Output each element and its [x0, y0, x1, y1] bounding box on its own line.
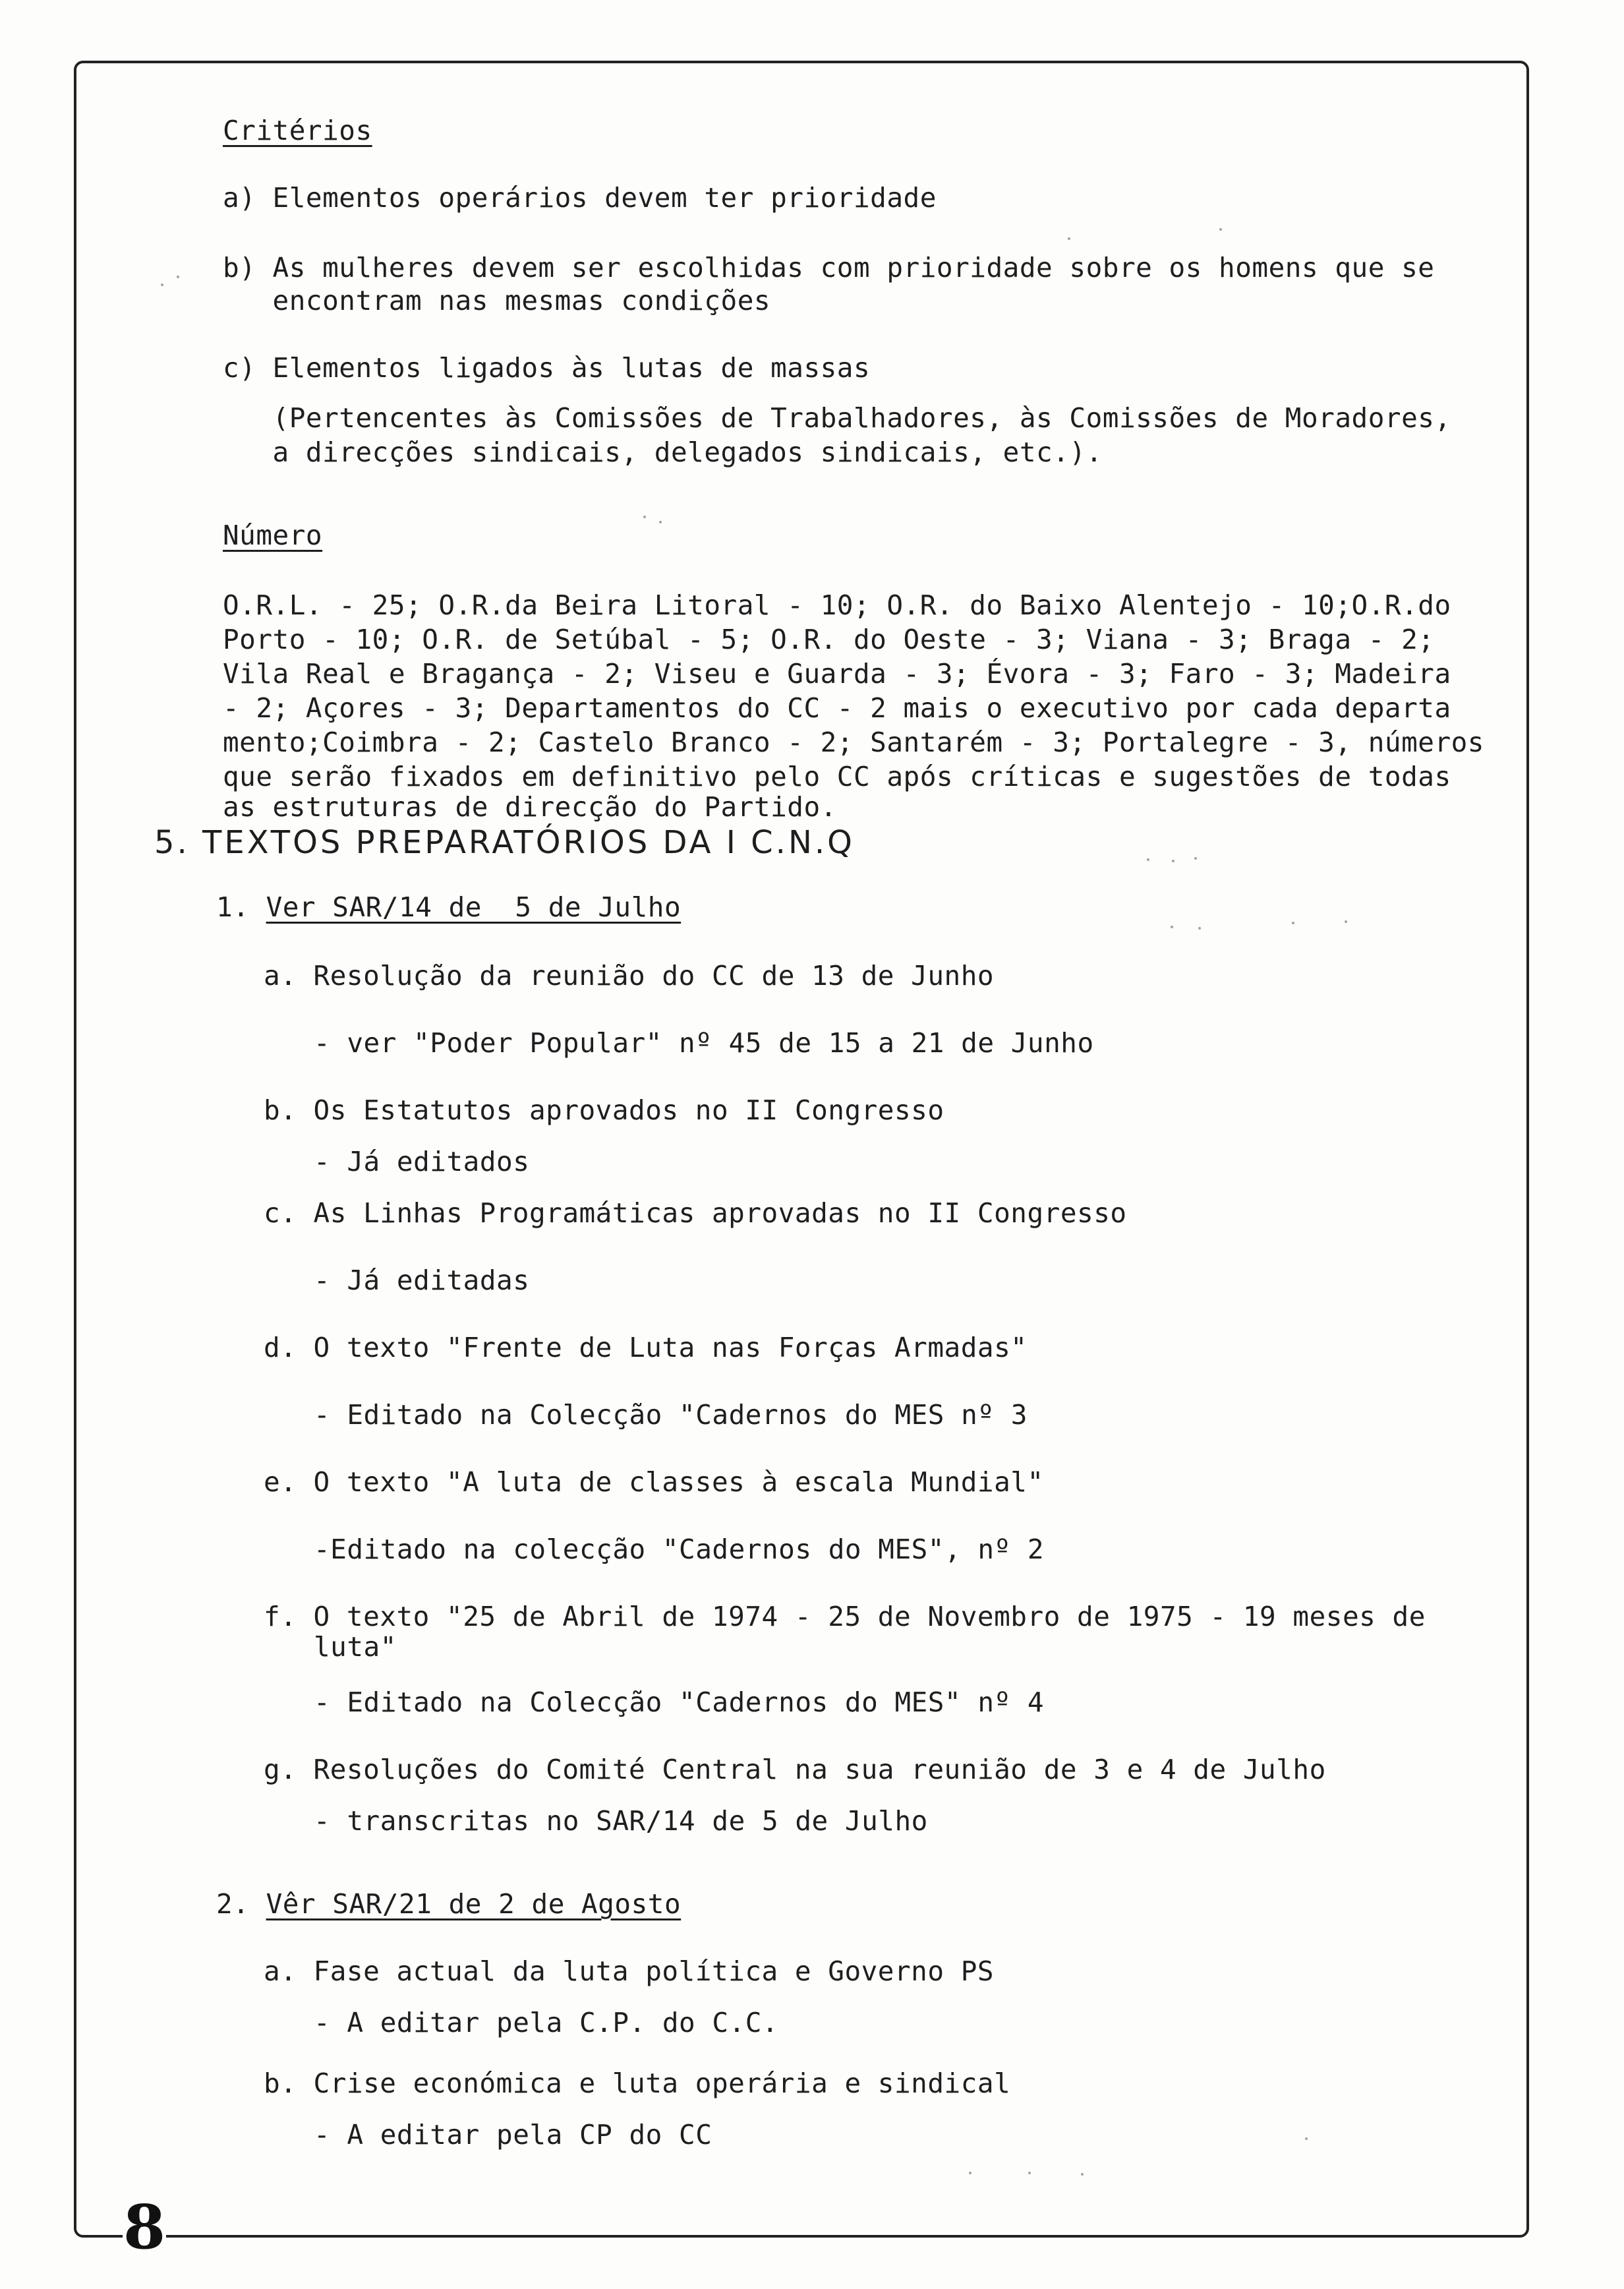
section-5-heading: 5. TEXTOS PREPARATÓRIOS DA I C.N.Q: [154, 824, 855, 861]
part-1-item-c-sub: - Já editadas: [314, 1264, 530, 1296]
numero-line-3: Vila Real e Bragança - 2; Viseu e Guarda - 3; Évora - 3; Faro - 3; Madeira: [223, 658, 1451, 690]
page-number: 8: [123, 2191, 165, 2263]
numero-line-6: que serão fixados em definitivo pelo CC após críticas e sugestões de todas: [223, 761, 1451, 792]
criterios-item-b-line1: b) As mulheres devem ser escolhidas com prioridade sobre os homens que se: [223, 252, 1435, 283]
criterios-note-line1: (Pertencentes às Comissões de Trabalhadores, às Comissões de Moradores,: [223, 402, 1451, 434]
numero-line-1: O.R.L. - 25; O.R.da Beira Litoral - 10; O.R. do Baixo Alentejo - 10;O.R.do: [223, 589, 1451, 621]
part-2-number: 2.: [216, 1888, 266, 1920]
numero-title: Número: [223, 520, 323, 551]
criterios-note-line2: a direcções sindicais, delegados sindicais, etc.).: [223, 436, 1103, 468]
part-1-item-a-sub: - ver "Poder Popular" nº 45 de 15 a 21 de Junho: [314, 1027, 1094, 1059]
part-1-item-e: e. O texto "A luta de classes à escala Mundial": [264, 1466, 1044, 1498]
part-1-item-b: b. Os Estatutos aprovados no II Congresso: [264, 1094, 944, 1126]
part-1-item-a: a. Resolução da reunião do CC de 13 de Junho: [264, 960, 995, 992]
part-2-item-b: b. Crise económica e luta operária e sindical: [264, 2067, 1011, 2099]
part-2-title-text: Vêr SAR/21 de 2 de Agosto: [266, 1888, 682, 1920]
part-1-number: 1.: [216, 891, 266, 923]
part-1-item-f-sub: - Editado na Colecção "Cadernos do MES" nº 4: [314, 1686, 1045, 1718]
part-1-item-c: c. As Linhas Programáticas aprovadas no II Congresso: [264, 1197, 1127, 1229]
criterios-item-c: c) Elementos ligados às lutas de massas: [223, 352, 871, 384]
part-2-item-a: a. Fase actual da luta política e Governo PS: [264, 1955, 995, 1987]
numero-line-7: as estruturas de direcção do Partido.: [223, 791, 837, 823]
part-1-item-g: g. Resoluções do Comité Central na sua reunião de 3 e 4 de Julho: [264, 1754, 1326, 1785]
criterios-item-b-line2: encontram nas mesmas condições: [223, 285, 771, 316]
numero-line-4: - 2; Açores - 3; Departamentos do CC - 2 mais o executivo por cada departa: [223, 692, 1451, 724]
part-2-item-b-sub: - A editar pela CP do CC: [314, 2119, 712, 2151]
part-1-title: [216, 890, 681, 924]
part-1-item-f-line2: luta": [314, 1631, 397, 1663]
part-1-title-text: Ver SAR/14 de 5 de Julho: [266, 891, 682, 923]
part-2-item-a-sub: - A editar pela C.P. do C.C.: [314, 2007, 779, 2038]
part-1-item-d-sub: - Editado na Colecção "Cadernos do MES nº 3: [314, 1399, 1028, 1431]
criterios-item-a: a) Elementos operários devem ter prioridade: [223, 182, 937, 214]
criterios-title: Critérios: [223, 115, 372, 146]
part-1-item-f-line1: f. O texto "25 de Abril de 1974 - 25 de Novembro de 1975 - 19 meses de: [264, 1601, 1426, 1632]
numero-line-2: Porto - 10; O.R. de Setúbal - 5; O.R. do Oeste - 3; Viana - 3; Braga - 2;: [223, 624, 1435, 655]
part-2-title: [216, 1887, 681, 1921]
part-1-item-b-sub: - Já editados: [314, 1146, 530, 1177]
part-1-item-g-sub: - transcritas no SAR/14 de 5 de Julho: [314, 1805, 928, 1837]
part-1-item-d: d. O texto "Frente de Luta nas Forças Armadas": [264, 1332, 1028, 1363]
numero-line-5: mento;Coimbra - 2; Castelo Branco - 2; Santarém - 3; Portalegre - 3, números: [223, 727, 1484, 758]
part-1-item-e-sub: -Editado na colecção "Cadernos do MES", nº 2: [314, 1533, 1045, 1565]
